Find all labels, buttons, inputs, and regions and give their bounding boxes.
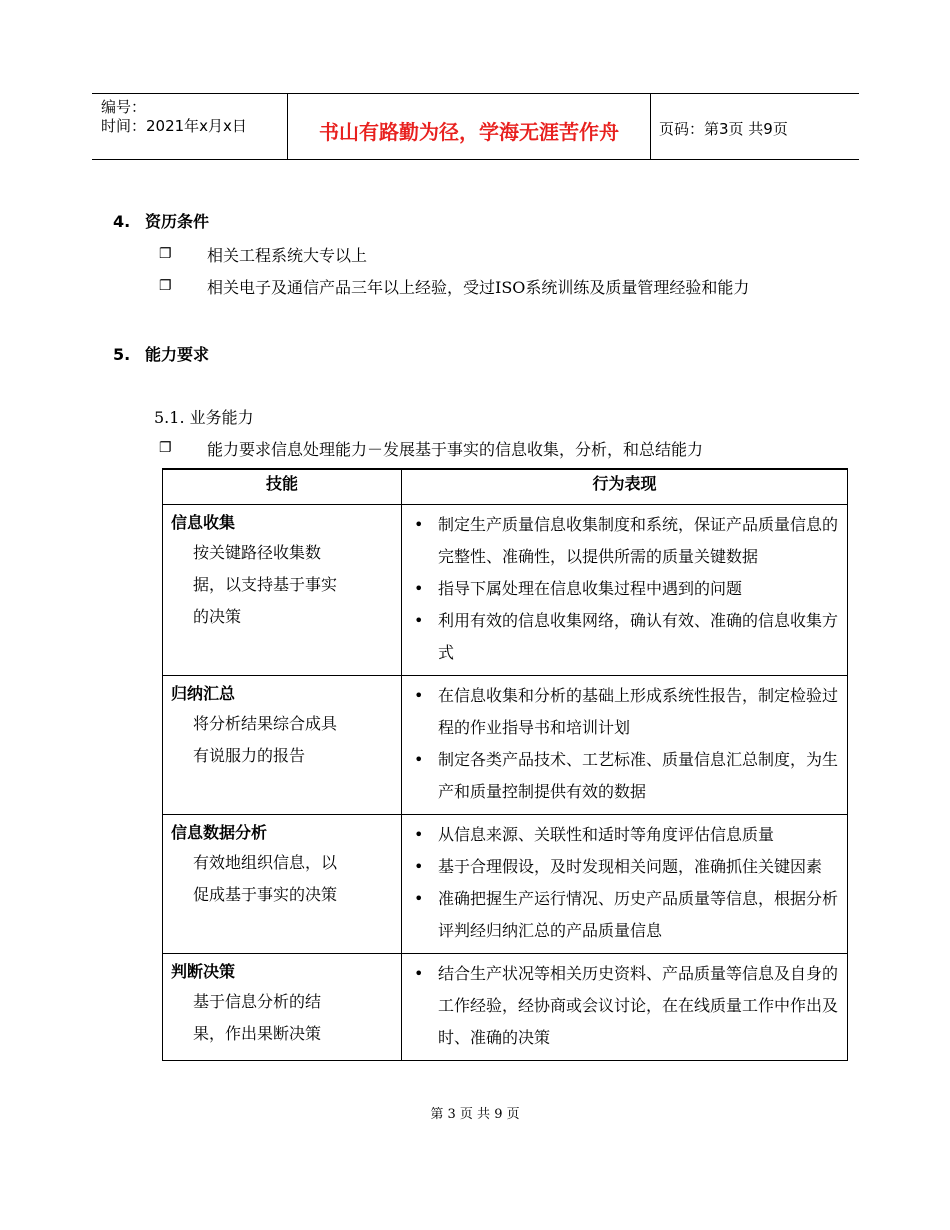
skill-cell: [163, 676, 402, 815]
skill-description-line: 将分析结果综合成具: [193, 714, 338, 733]
column-header-skill: 技能: [163, 469, 402, 505]
document-number-label: 编号：: [101, 98, 147, 116]
table-row: [163, 815, 848, 954]
skill-name: 归纳汇总: [171, 684, 236, 703]
header-page-cell: [650, 94, 859, 159]
skill-description: [171, 537, 393, 633]
table-row: [163, 954, 848, 1061]
skill-description-line: 果，作出果断决策: [193, 1024, 322, 1043]
page-footer: 第 3 页 共 9 页: [430, 1107, 520, 1122]
skill-description: [171, 708, 393, 772]
header-motto-cell: [287, 94, 651, 159]
section-number: 5.: [113, 345, 131, 364]
section-5-heading: [113, 342, 209, 365]
skill-name: 判断决策: [171, 962, 236, 981]
header-page-info: 页码：第3页 共9页: [659, 120, 788, 138]
skill-cell: [163, 505, 402, 676]
column-header-behavior: 行为表现: [402, 469, 848, 505]
behavior-item: • 结合生产状况等相关历史资料、产品质量等信息及自身的工作经验，经协商或会议讨论，在在线质量工作中作出及时、准确的决策: [410, 958, 839, 1054]
skill-name: 信息数据分析: [171, 823, 268, 842]
section-title: 资历条件: [145, 212, 210, 231]
skill-description-line: 按关键路径收集数: [193, 543, 322, 562]
behavior-cell: [402, 676, 848, 815]
behavior-cell: [402, 815, 848, 954]
section-title: 能力要求: [145, 345, 210, 364]
behavior-item: • 从信息来源、关联性和适时等角度评估信息质量: [410, 819, 839, 851]
checkbox-bullet-icon: ❐: [159, 246, 172, 262]
skill-description: [171, 986, 393, 1050]
skill-cell: [163, 954, 402, 1061]
header-motto: 书山有路勤为径，学海无涯苦作舟: [319, 120, 619, 144]
skill-description-line: 促成基于事实的决策: [193, 885, 338, 904]
behavior-item: • 利用有效的信息收集网络，确认有效、准确的信息收集方式: [410, 605, 839, 669]
checkbox-bullet-icon: ❐: [159, 278, 172, 294]
behavior-item: • 基于合理假设，及时发现相关问题，准确抓住关键因素: [410, 851, 839, 883]
skill-description-line: 的决策: [193, 607, 242, 626]
skill-cell: [163, 815, 402, 954]
table-row: [163, 505, 848, 676]
skill-description-line: 据，以支持基于事实: [193, 575, 338, 594]
subsection-heading: 5.1. 业务能力: [154, 408, 254, 427]
behavior-cell: [402, 505, 848, 676]
intro-text: 能力要求信息处理能力－发展基于事实的信息收集，分析，和总结能力: [207, 440, 704, 459]
table-header-row: [163, 469, 848, 505]
section-4-heading: [113, 209, 209, 232]
skill-description-line: 基于信息分析的结: [193, 992, 322, 1011]
skills-table: [162, 468, 848, 1061]
behavior-item: • 制定生产质量信息收集制度和系统，保证产品质量信息的完整性、准确性，以提供所需的质量关键数据: [410, 509, 839, 573]
header-meta-cell: [92, 94, 287, 159]
item-text: 相关电子及通信产品三年以上经验，受过ISO系统训练及质量管理经验和能力: [207, 278, 750, 297]
behavior-item: • 准确把握生产运行情况、历史产品质量等信息，根据分析评判经归纳汇总的产品质量信息: [410, 883, 839, 947]
behavior-cell: [402, 954, 848, 1061]
skill-name: 信息收集: [171, 513, 236, 532]
page-header: [92, 93, 859, 160]
behavior-item: • 在信息收集和分析的基础上形成系统性报告，制定检验过程的作业指导书和培训计划: [410, 680, 839, 744]
skill-description-line: 有效地组织信息，以: [193, 853, 338, 872]
section-number: 4.: [113, 212, 131, 231]
behavior-item: • 制定各类产品技术、工艺标准、质量信息汇总制度，为生产和质量控制提供有效的数据: [410, 744, 839, 808]
skill-description-line: 有说服力的报告: [193, 746, 306, 765]
behavior-item: • 指导下属处理在信息收集过程中遇到的问题: [410, 573, 839, 605]
item-text: 相关工程系统大专以上: [207, 246, 368, 265]
document-time-label: 时间：2021年x月x日: [101, 117, 247, 135]
skill-description: [171, 847, 393, 911]
table-row: [163, 676, 848, 815]
checkbox-bullet-icon: ❐: [159, 440, 172, 456]
